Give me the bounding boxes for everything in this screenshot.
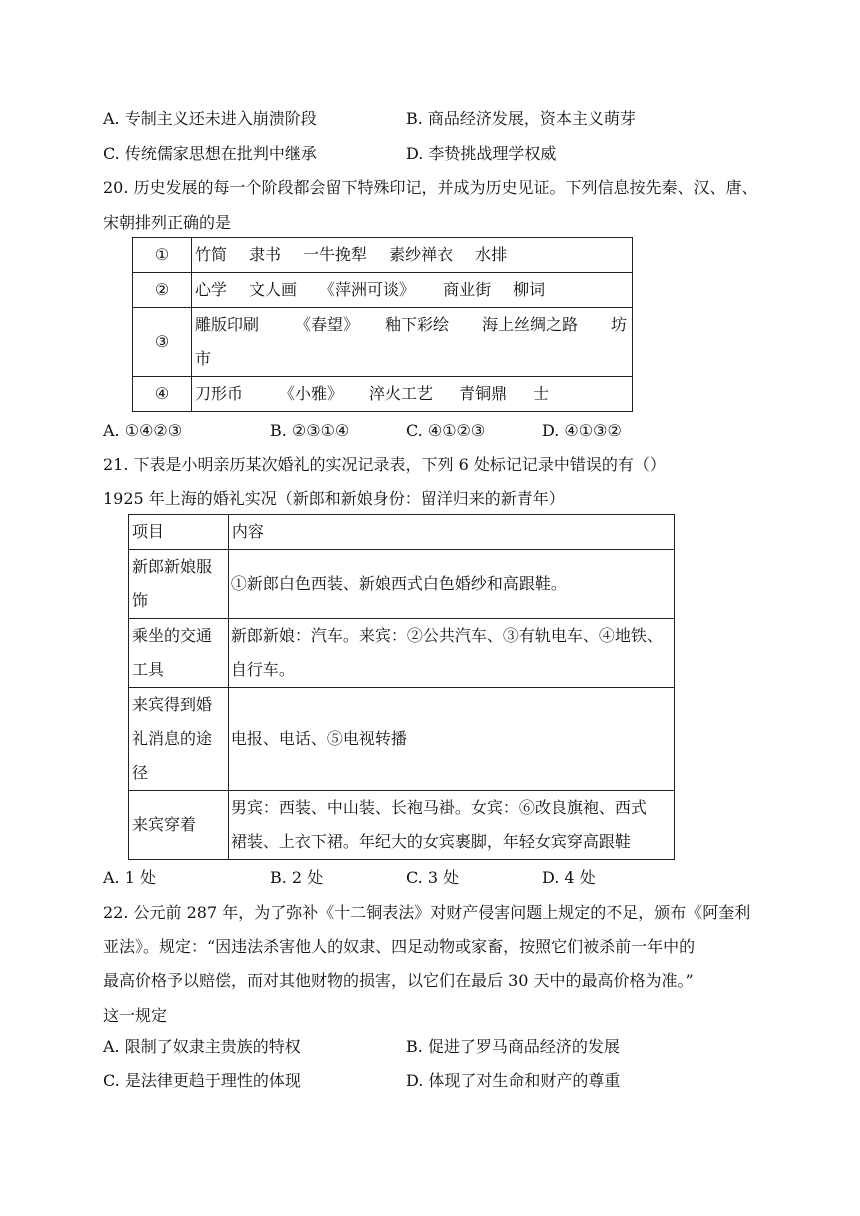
q21-row-content: 新郎新娘：汽车。来宾：②公共汽车、③有轨电车、④地铁、: [230, 626, 663, 645]
q22-option-b: B. 促进了罗马商品经济的发展: [406, 1037, 620, 1056]
q21-row-item: 径: [132, 763, 149, 782]
q20-row-label: ②: [133, 273, 192, 308]
q21-table: [128, 514, 675, 860]
q22-option-d: D. 体现了对生命和财产的尊重: [406, 1071, 621, 1090]
q20-row-label: ③: [133, 308, 192, 377]
q20-option-c: C. ④①②③: [406, 421, 486, 440]
q21-row-content: ①新郎白色西装、新娘西式白色婚纱和高跟鞋。: [228, 550, 674, 619]
q20-item: 海上丝绸之路: [482, 315, 579, 334]
q21-option-c: C. 3 处: [406, 868, 460, 887]
q20-item: 淬火工艺: [369, 384, 434, 403]
q20-item: 士: [533, 384, 550, 403]
q21-row-content: 裙装、上衣下裙。年纪大的女宾裹脚，年轻女宾穿高跟鞋: [230, 832, 631, 851]
q21-stem: 21. 下表是小明亲历某次婚礼的实况记录表，下列 6 处标记记录中错误的有（）: [103, 455, 666, 474]
q20-table: [132, 237, 633, 412]
q20-item: 竹简: [195, 245, 228, 264]
q21-row-content: 电报、电话、⑤电视转播: [228, 688, 674, 791]
q20-stem-line2: 宋朝排列正确的是: [103, 213, 232, 232]
q22-option-a: A. 限制了奴隶主贵族的特权: [103, 1037, 301, 1056]
q22-option-c: C. 是法律更趋于理性的体现: [103, 1071, 301, 1090]
q21-row-item: 来宾穿着: [129, 791, 229, 860]
q20-item: 雕版印刷: [195, 315, 260, 334]
q20-item: 《萍洲可谈》: [319, 280, 416, 299]
q20-item: 釉下彩绘: [385, 315, 450, 334]
q19-option-a: A. 专制主义还未进入崩溃阶段: [103, 109, 317, 128]
q21-option-a: A. 1 处: [103, 868, 156, 887]
q20-item: 心学: [195, 280, 228, 299]
q20-row-4: [133, 377, 633, 412]
q20-option-a: A. ①④②③: [103, 421, 183, 440]
q20-stem-line1: 20. 历史发展的每一个阶段都会留下特殊印记，并成为历史见证。下列信息按先秦、汉、唐、: [103, 178, 758, 197]
q20-option-d: D. ④①③②: [542, 421, 622, 440]
q20-item: 商业街: [443, 280, 492, 299]
q21-row-attire: [129, 550, 675, 619]
q22-stem-line4: 这一规定: [103, 1006, 168, 1025]
q21-row-item: 礼消息的途: [132, 729, 213, 748]
q21-row-content: 男宾：西装、中山装、长袍马褂。女宾：⑥改良旗袍、西式: [230, 798, 647, 817]
q20-item: 《春望》: [295, 315, 360, 334]
q21-header-content: 内容: [228, 515, 674, 550]
q20-item: 素纱禅衣: [389, 245, 454, 264]
q20-item: 《小雅》: [279, 384, 344, 403]
q21-caption: 1925 年上海的婚礼实况（新郎和新娘身份：留洋归来的新青年）: [103, 489, 565, 508]
q20-item: 水排: [475, 245, 508, 264]
q20-row-2: [133, 273, 633, 308]
q21-header-item: 项目: [129, 515, 229, 550]
q21-row-content: 自行车。: [230, 660, 295, 679]
q20-item: 刀形币: [195, 384, 244, 403]
q22-stem-line3: 最高价格予以赔偿，而对其他财物的损害，以它们在最后 30 天中的最高价格为准。”: [103, 971, 694, 990]
q20-row-label: ④: [133, 377, 192, 412]
q21-header-row: [129, 515, 675, 550]
q19-option-d: D. 李贽挑战理学权威: [406, 144, 557, 163]
q21-row-item: 乘坐的交通: [132, 626, 213, 645]
q20-row-1: [133, 238, 633, 273]
q21-row-news: [129, 688, 675, 791]
q20-item: 一牛挽犁: [303, 245, 368, 264]
q20-option-b: B. ②③①④: [270, 421, 350, 440]
q20-item: 坊: [611, 315, 628, 334]
q20-item: 隶书: [249, 245, 282, 264]
q21-row-dress: [129, 791, 675, 860]
q21-row-item: 饰: [132, 591, 149, 610]
q21-row-transport: [129, 619, 675, 688]
q19-option-c: C. 传统儒家思想在批判中继承: [103, 144, 317, 163]
q21-option-d: D. 4 处: [542, 868, 596, 887]
q20-row-label: ①: [133, 238, 192, 273]
q21-row-item: 工具: [132, 660, 165, 679]
q21-row-item: 来宾得到婚: [132, 695, 213, 714]
q20-row-3: [133, 308, 633, 377]
q22-stem-line2: 亚法》。规定：“因违法杀害他人的奴隶、四足动物或家畜，按照它们被杀前一年中的: [103, 937, 696, 956]
q21-option-b: B. 2 处: [270, 868, 324, 887]
q20-item: 青铜鼎: [459, 384, 508, 403]
q19-option-b: B. 商品经济发展，资本主义萌芽: [406, 109, 636, 128]
q20-item: 柳词: [513, 280, 546, 299]
q22-stem-line1: 22. 公元前 287 年，为了弥补《十二铜表法》对财产侵害问题上规定的不足，颁布《阿奎利: [103, 903, 751, 922]
q21-row-item: 新郎新娘服: [132, 557, 213, 576]
q20-item: 文人画: [249, 280, 298, 299]
q20-item-wrap: 市: [195, 349, 212, 368]
